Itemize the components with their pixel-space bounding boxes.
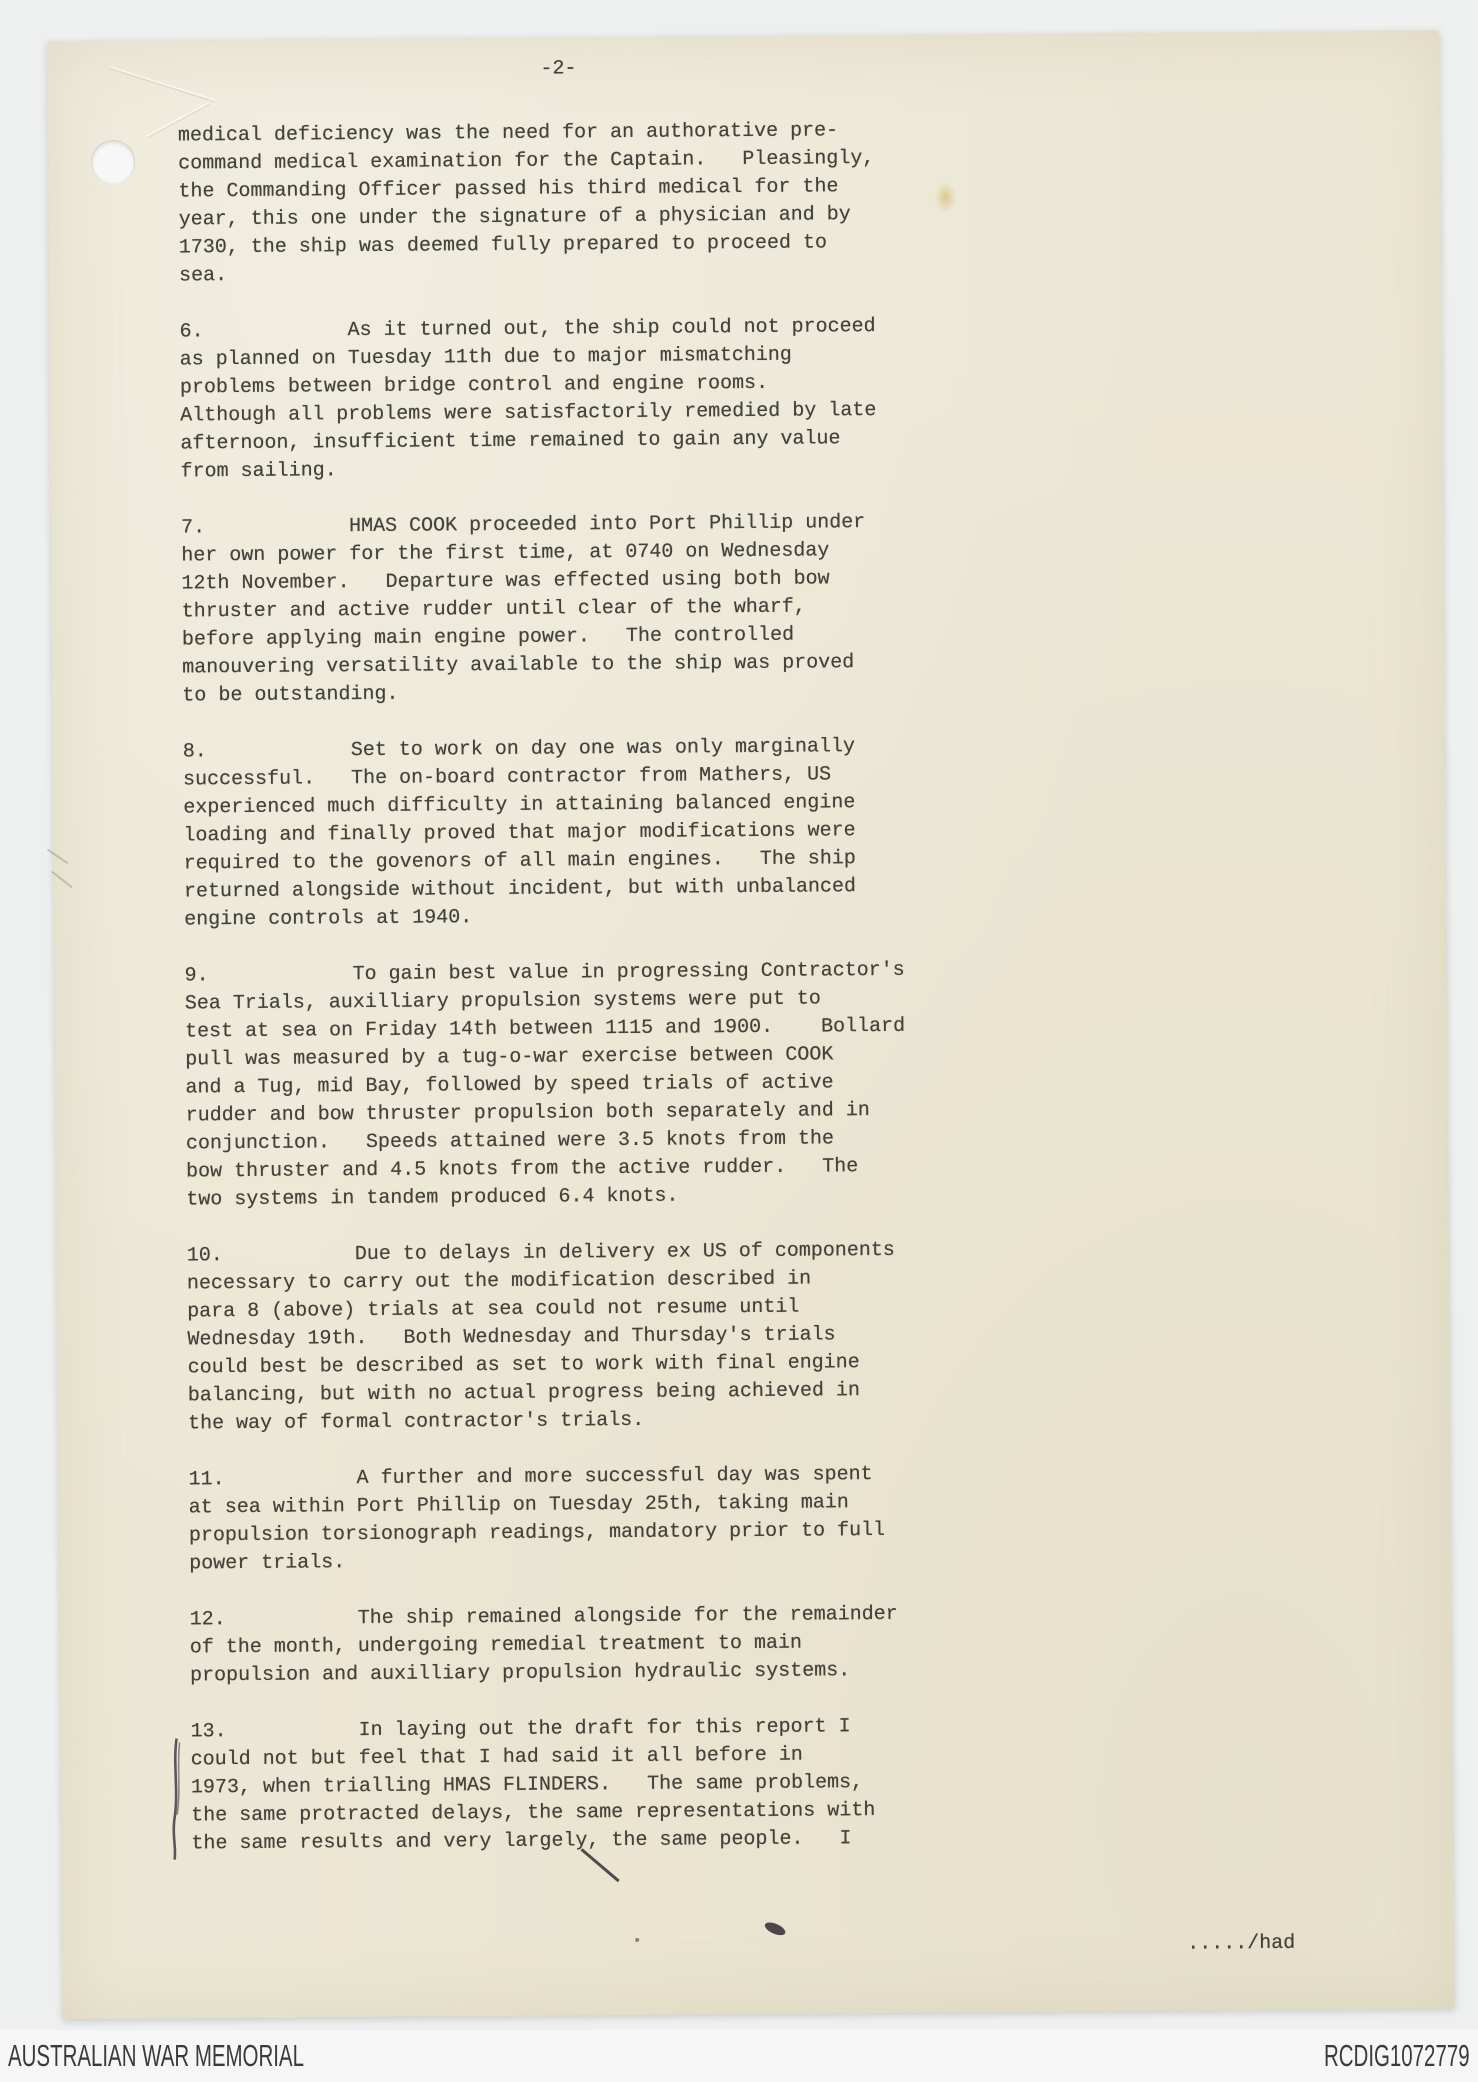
footer-reference-id: RCDIG1072779 [1324,2038,1470,2073]
paragraph-13: 13. In laying out the draft for this report I could not but feel that I had said it all before in 1973, when trialling HMAS FLINDERS. The same problems, the same protracted delays, the same representations with the same results and very largely, the same people. I [190,1715,876,1856]
report-body [178,116,992,1886]
footer-archive-name: AUSTRALIAN WAR MEMORIAL [8,2038,304,2073]
paragraph-11: 11. A further and more successful day was spent at sea within Port Phillip on Tuesday 25th, taking main propulsion torsionograph readings, mandatory prior to full power trials. [188,1463,886,1576]
paragraph-continued: medical deficiency was the need for an authorative pre- command medical examination for the Captain. Pleasingly, the Commanding Officer passed his third medical for the year, this one under the signature of a physician and by 1730, the ship was deemed fully prepared to proceed to sea. [177,119,875,288]
paragraph-8: 8. Set to work on day one was only marginally successful. The on-board contractor from Mathers, US experienced much difficulty in attaining balanced engine loading and finally proved that major modifications were required to the govenors of all main engines. The ship returned alongside without incident, but with unbalanced engine controls at 1940. [182,735,857,932]
paragraph-7: 7. HMAS COOK proceeded into Port Phillip under her own power for the first time, at 0740 on Wednesday 12th November. Departure was effected using both bow thruster and active rudder until clear of the wharf, before applying main engine power. The controlled manouvering versatility available to the ship was proved to be outstanding. [180,511,866,708]
paragraph-10: 10. Due to delays in delivery ex US of components necessary to carry out the modification described in para 8 (above) trials at sea could not resume until Wednesday 19th. Both Wednesday and Thursday's trials could best be described as set to work with final engine balancing, but with no actual progress being achieved in the way of formal contractor's trials. [186,1238,895,1436]
paragraph-12: 12. The ship remained alongside for the remainder of the month, undergoing remedial treatment to main propulsion and auxilliary propulsion hydraulic systems. [189,1602,898,1688]
pencil-mark [38,841,88,901]
digitization-footer [0,2030,1478,2082]
paragraph-6: 6. As it turned out, the ship could not proceed as planned on Tuesday 11th due to major mismatching problems between bridge control and engine rooms. Although all problems were satisfactorily remedied by late afternoon, insufficient time remained to gain any value from sailing. [179,314,877,484]
ink-mark-vertical-stroke [167,1736,186,1862]
page-number: -2- [540,57,577,81]
paragraph-9: 9. To gain best value in progressing Contractor's Sea Trials, auxilliary propulsion systems were put to test at sea on Friday 14th between 1115 and 1900. Bollard pull was measured by a tug-o-war exercise between COOK and a Tug, mid Bay, followed by speed trials of active rudder and bow thruster propulsion both separately and in conjunction. Speeds attained were 3.5 knots from the bow thruster and 4.5 knots from the active rudder. The two systems in tandem produced 6.4 knots. [184,958,906,1212]
hole-punch [92,141,134,183]
paper-sheet [47,31,1454,2020]
continuation-mark: ...../had [1187,1931,1296,1956]
ink-mark-scratch [556,1831,807,1948]
